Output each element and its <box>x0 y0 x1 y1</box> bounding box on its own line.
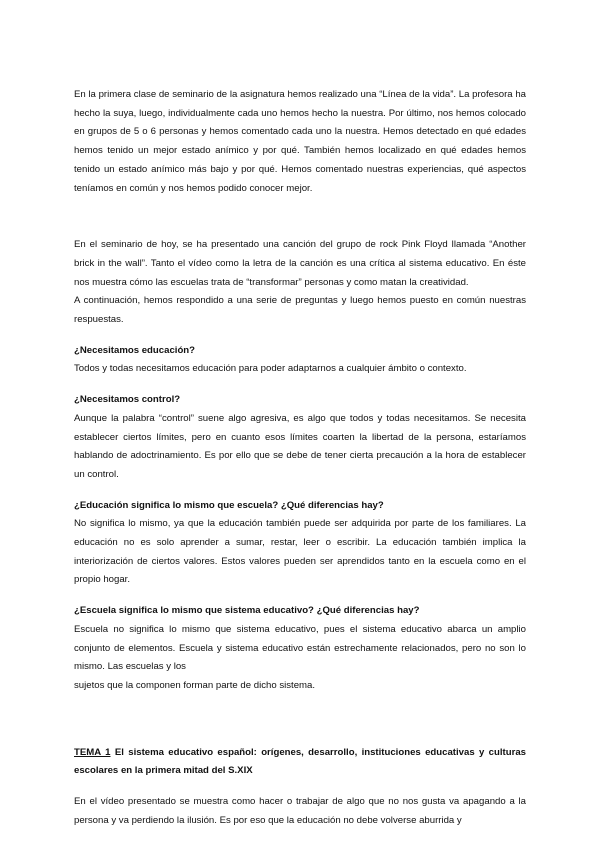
answer-paragraph: No significa lo mismo, ya que la educación también puede ser adquirida por parte de los familiares. La educación no es solo aprender a sumar, restar, leer o escribir. La educación también implica la interiorización de ciertos valores. Estos valores pueden ser aprendidos tanto en la escuela como en el propio hogar. <box>74 518 526 586</box>
spacer <box>74 198 526 236</box>
section-label: TEMA 1 <box>74 746 111 758</box>
seminar-paragraph: En el seminario de hoy, se ha presentado una canción del grupo de rock Pink Floyd llamada “Another brick in the wall”. Tanto el vídeo como la letra de la canción es una crítica al sistema educativo. En éste nos muestra cómo las escuelas trata de “transformar” personas y como matan la creatividad. <box>74 239 526 288</box>
answer-paragraph: Todos y todas necesitamos educación para poder adaptarnos a cualquier ámbito o contexto. <box>74 363 467 375</box>
spacer <box>74 330 526 342</box>
question-heading: ¿Educación significa lo mismo que escuela? ¿Qué diferencias hay? <box>74 499 384 511</box>
question-heading: ¿Escuela significa lo mismo que sistema educativo? ¿Qué diferencias hay? <box>74 605 420 617</box>
answer-paragraph: Escuela no significa lo mismo que sistema educativo, pues el sistema educativo abarca un amplio conjunto de elementos. Escuela y sistema educativo están estrechamente relacionados, pero no son lo mismo. Las escuelas y los <box>74 623 526 673</box>
spacer <box>74 590 526 602</box>
answer-paragraph: Aunque la palabra “control” suene algo agresiva, es algo que todos y todas necesitamos. Se necesita establecer ciertos límites, pero en cuanto esos límites coarten la libertad de la persona, estaríamos hablando de adoctrinamiento. Es por ello que se debe de tener cierta precaución a la hora de establecer un control. <box>74 412 526 480</box>
spacer <box>74 485 526 497</box>
spacer <box>74 781 526 793</box>
section-title: El sistema educativo español: orígenes, desarrollo, instituciones educativas y culturas escolares en la primera mitad del S.XIX <box>74 746 526 777</box>
section-heading <box>74 744 526 781</box>
spacer <box>74 696 526 744</box>
answer-paragraph-continuation: sujetos que la componen forman parte de dicho sistema. <box>74 679 316 691</box>
seminar-paragraph-continuation: A continuación, hemos respondido a una serie de preguntas y luego hemos puesto en común nuestras respuestas. <box>74 295 526 326</box>
question-heading: ¿Necesitamos control? <box>74 394 181 406</box>
intro-paragraph: En la primera clase de seminario de la asignatura hemos realizado una “Línea de la vida”. La profesora ha hecho la suya, luego, individualmente cada uno hemos hecho la nuestra. Por último, nos hemos colocado en grupos de 5 o 6 personas y hemos comentado cada uno la nuestra. Hemos detectado en qué edades hemos tenido un mejor estado anímico y por qué. También hemos localizado en qué edades hemos tenido un estado anímico más bajo y por qué. Hemos comentado nuestras experiencias, qué aspectos teníamos en común y nos hemos podido conocer mejor. <box>74 89 526 194</box>
spacer <box>74 379 526 391</box>
closing-paragraph: En el vídeo presentado se muestra como hacer o trabajar de algo que no nos gusta va apagando a la persona y va perdiendo la ilusión. Es por eso que la educación no debe volverse aburrida y <box>74 796 526 826</box>
question-heading: ¿Necesitamos educación? <box>74 344 196 356</box>
